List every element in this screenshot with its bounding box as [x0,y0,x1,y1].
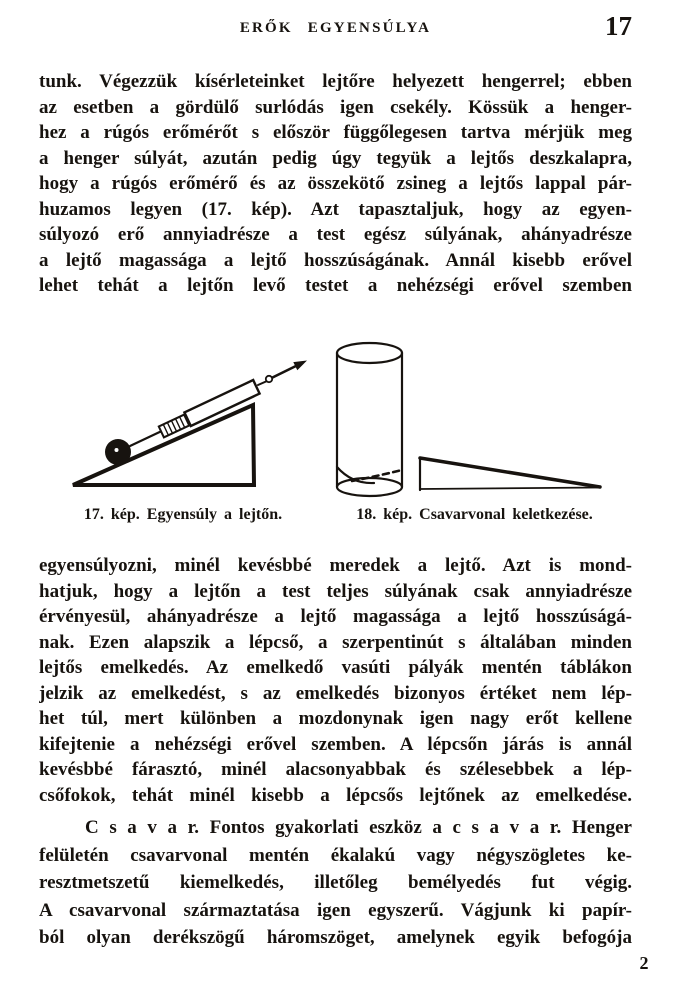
hook-ring [266,376,272,382]
text-line: hez a rúgós erőmérőt s először függőlegesen tartva mérjük meg [39,122,632,143]
text-line: kevésbbé fárasztó, minél alacsonyabbak és szélesebbek a lép- [39,759,632,780]
text-line: a lejtő magassága a lejtő hosszúságának. Annál kisebb erővel [39,249,632,271]
text-line: het túl, mert különben a mozdonynak igen nagy erőt kellene [39,708,632,729]
text-line: súlyozó erő annyiadrésze a test egész súlyának, ahányadrésze [39,224,632,245]
paragraph-3 [39,814,632,952]
text-line: C s a v a r. Fontos gyakorlati eszköz a c s a v a r. Henger [85,817,632,838]
inclined-plane-triangle [73,405,254,485]
text-line: jelzik az emelkedést, s az emelkedés bizonyos értéket nem lép- [39,682,632,704]
text-line: kifejtenie a nehézségi erővel szemben. A lépcsőn járás is annál [39,733,632,755]
text-line: hatjuk, hogy a lejtőn a test teljes súlyának csak annyiadrésze [39,580,632,602]
paragraph-1 [39,69,632,299]
figure-17-caption: 17. kép. Egyensúly a lejtőn. [83,506,283,523]
text-line: huzamos legyen (17. kép). Azt tapasztaljuk, hogy az egyen- [39,198,632,220]
text-line: tunk. Végezzük kísérleteinket lejtőre helyezett hengerrel; ebben [39,71,632,92]
force-arrow-head [293,361,307,371]
figure-18-cylinder [337,343,402,496]
text-line: lejtős emelkedés. Az emelkedő vasúti pályák mentén táblákon [39,657,632,678]
signature-mark: 2 [639,953,649,973]
ball [105,439,131,465]
hook-link [258,382,266,386]
running-head-title: ERŐK EGYENSÚLYA [239,20,432,36]
figures-canvas [0,332,699,508]
cylinder-top-rim [337,343,402,363]
figure-18-paper-wedge [420,458,600,490]
text-line: ból olyan derékszögű háromszöget, amelynek egyik befogója [39,927,632,948]
page-number: 17 [605,11,632,41]
ball-highlight [115,448,119,452]
text-line: nak. Ezen alapszik a lépcső, a szerpentinút s általában minden [39,631,632,653]
figure-18-caption: 18. kép. Csavarvonal keletkezése. [356,506,593,523]
cylinder-bottom-rim [337,478,402,496]
figure-17-inclined-plane [73,361,307,486]
text-line: egyensúlyozni, minél kevésbbé meredek a lejtő. Azt is mond- [39,555,632,576]
text-line: A csavarvonal származtatása igen egyszerű. Vágjunk ki papír- [39,899,632,921]
wedge-bottom-edge [420,488,600,490]
text-line: csőfokok, tehát minél kisebb a lépcsős lejtőnek az emelkedése. [39,784,632,806]
text-line: érvényesül, ahányadrésze a lejtő magassága a lejtő hosszúságá- [39,606,632,627]
paragraph-2 [39,553,632,808]
text-line: resztmetszetű kiemelkedés, illetőleg bemélyedés fut végig. [39,872,632,893]
text-line: a henger súlyát, azután pedig úgy tegyük a lejtős deszkalapra, [39,147,632,169]
text-line: hogy a rúgós erőmérő és az összekötő zsineg a lejtős lappal pár- [39,173,632,194]
text-line: az esetben a gördülő surlódás igen csekély. Kössük a henger- [39,96,632,118]
text-line: lehet tehát a lejtőn levő testet a nehézségi erővel szemben [39,275,632,296]
wedge-hypotenuse [420,458,600,487]
text-line: felületén csavarvonal mentén ékalakú vagy négyszögletes ke- [39,844,632,866]
